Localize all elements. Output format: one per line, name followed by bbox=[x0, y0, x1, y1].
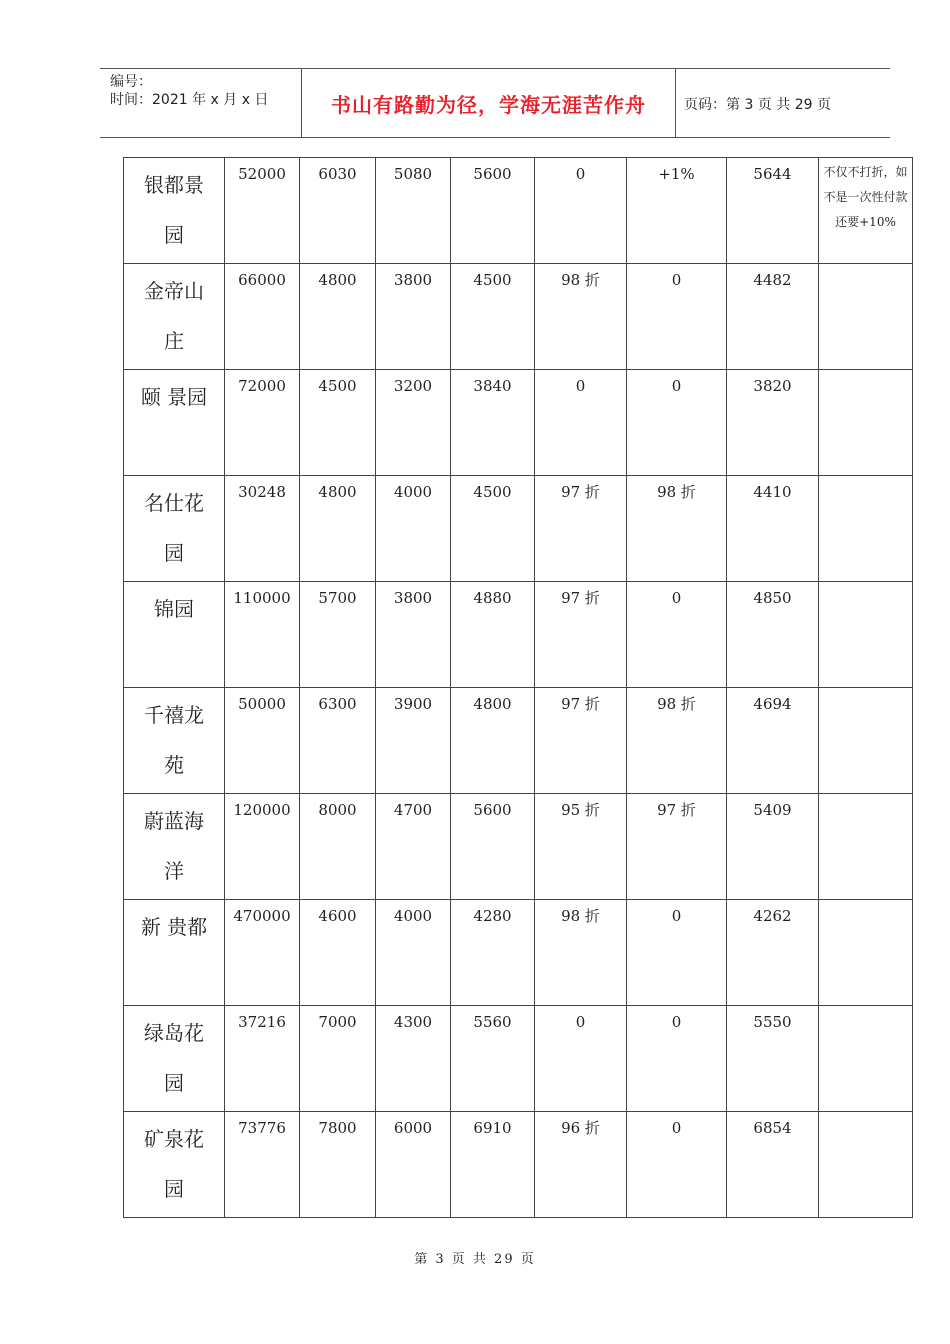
value-cell-c1: 52000 bbox=[225, 158, 300, 264]
table-row bbox=[124, 158, 913, 264]
value-cell-c1: 37216 bbox=[225, 1006, 300, 1112]
value-cell-c6: 97 折 bbox=[627, 794, 727, 900]
value-cell-c5: 97 折 bbox=[535, 688, 627, 794]
value-cell-c4: 4800 bbox=[451, 688, 535, 794]
value-cell-c7: 4410 bbox=[727, 476, 819, 582]
value-cell-c1: 66000 bbox=[225, 264, 300, 370]
value-cell-c5: 95 折 bbox=[535, 794, 627, 900]
value-cell-c3: 6000 bbox=[376, 1112, 451, 1218]
value-cell-c1: 470000 bbox=[225, 900, 300, 1006]
value-cell-c2: 6300 bbox=[300, 688, 376, 794]
value-cell-c3: 4000 bbox=[376, 900, 451, 1006]
note-cell bbox=[819, 1006, 913, 1112]
value-cell-c4: 6910 bbox=[451, 1112, 535, 1218]
value-cell-c7: 4482 bbox=[727, 264, 819, 370]
value-cell-c4: 5560 bbox=[451, 1006, 535, 1112]
table-row bbox=[124, 1006, 913, 1112]
note-cell bbox=[819, 582, 913, 688]
table-row bbox=[124, 264, 913, 370]
header-divider bbox=[675, 69, 676, 137]
value-cell-c1: 120000 bbox=[225, 794, 300, 900]
value-cell-c5: 0 bbox=[535, 158, 627, 264]
value-cell-c1: 72000 bbox=[225, 370, 300, 476]
table-row bbox=[124, 476, 913, 582]
table-row bbox=[124, 688, 913, 794]
property-name-cell bbox=[124, 900, 225, 1006]
note-cell bbox=[819, 370, 913, 476]
property-name-cell bbox=[124, 264, 225, 370]
property-name: 名仕花园 bbox=[144, 491, 204, 565]
property-name: 蔚蓝海洋 bbox=[144, 809, 204, 883]
value-cell-c3: 3900 bbox=[376, 688, 451, 794]
value-cell-c7: 5409 bbox=[727, 794, 819, 900]
note-cell bbox=[819, 900, 913, 1006]
value-cell-c6: 0 bbox=[627, 370, 727, 476]
page-footer: 第 3 页 共 29 页 bbox=[414, 1252, 536, 1267]
value-cell-c7: 3820 bbox=[727, 370, 819, 476]
value-cell-c6: 98 折 bbox=[627, 688, 727, 794]
property-name-cell bbox=[124, 158, 225, 264]
value-cell-c2: 7800 bbox=[300, 1112, 376, 1218]
property-name: 锦园 bbox=[154, 597, 194, 621]
table-row bbox=[124, 370, 913, 476]
value-cell-c7: 6854 bbox=[727, 1112, 819, 1218]
property-name-cell bbox=[124, 476, 225, 582]
value-cell-c6: 0 bbox=[627, 1006, 727, 1112]
value-cell-c3: 3200 bbox=[376, 370, 451, 476]
value-cell-c4: 4280 bbox=[451, 900, 535, 1006]
value-cell-c7: 4850 bbox=[727, 582, 819, 688]
value-cell-c2: 4800 bbox=[300, 476, 376, 582]
value-cell-c6: 0 bbox=[627, 1112, 727, 1218]
value-cell-c3: 5080 bbox=[376, 158, 451, 264]
value-cell-c6: 0 bbox=[627, 264, 727, 370]
document-time-label: 时间：2021 年 x 月 x 日 bbox=[110, 92, 269, 108]
page-header bbox=[100, 68, 890, 138]
note-cell bbox=[819, 794, 913, 900]
property-name-cell bbox=[124, 370, 225, 476]
property-name: 新 贵都 bbox=[140, 915, 208, 939]
value-cell-c5: 96 折 bbox=[535, 1112, 627, 1218]
value-cell-c4: 4500 bbox=[451, 264, 535, 370]
value-cell-c3: 3800 bbox=[376, 264, 451, 370]
value-cell-c5: 98 折 bbox=[535, 264, 627, 370]
value-cell-c6: 0 bbox=[627, 582, 727, 688]
note-cell bbox=[819, 688, 913, 794]
value-cell-c5: 97 折 bbox=[535, 582, 627, 688]
value-cell-c2: 4600 bbox=[300, 900, 376, 1006]
value-cell-c1: 73776 bbox=[225, 1112, 300, 1218]
value-cell-c3: 4700 bbox=[376, 794, 451, 900]
value-cell-c7: 5550 bbox=[727, 1006, 819, 1112]
property-name-cell bbox=[124, 1006, 225, 1112]
header-motto: 书山有路勤为径，学海无涯苦作舟 bbox=[331, 93, 646, 117]
property-name: 千禧龙苑 bbox=[144, 703, 204, 777]
table-row bbox=[124, 582, 913, 688]
value-cell-c3: 4000 bbox=[376, 476, 451, 582]
property-name-cell bbox=[124, 794, 225, 900]
value-cell-c2: 4500 bbox=[300, 370, 376, 476]
table-body bbox=[124, 158, 913, 1218]
value-cell-c4: 3840 bbox=[451, 370, 535, 476]
value-cell-c5: 0 bbox=[535, 370, 627, 476]
value-cell-c2: 7000 bbox=[300, 1006, 376, 1112]
value-cell-c4: 4500 bbox=[451, 476, 535, 582]
value-cell-c1: 110000 bbox=[225, 582, 300, 688]
value-cell-c2: 8000 bbox=[300, 794, 376, 900]
value-cell-c4: 5600 bbox=[451, 158, 535, 264]
property-name-cell bbox=[124, 688, 225, 794]
property-name: 矿泉花园 bbox=[144, 1127, 204, 1201]
note-cell: 不仅不打折，如不是一次性付款还要+10% bbox=[819, 158, 913, 264]
header-page-label: 页码：第 3 页 共 29 页 bbox=[684, 97, 831, 113]
property-name: 绿岛花园 bbox=[144, 1021, 204, 1095]
value-cell-c2: 4800 bbox=[300, 264, 376, 370]
value-cell-c5: 98 折 bbox=[535, 900, 627, 1006]
value-cell-c6: 0 bbox=[627, 900, 727, 1006]
value-cell-c4: 4880 bbox=[451, 582, 535, 688]
note-cell bbox=[819, 264, 913, 370]
value-cell-c1: 30248 bbox=[225, 476, 300, 582]
property-name: 银都景园 bbox=[144, 173, 204, 247]
table-row bbox=[124, 1112, 913, 1218]
note-cell bbox=[819, 476, 913, 582]
value-cell-c6: +1% bbox=[627, 158, 727, 264]
property-name-cell bbox=[124, 582, 225, 688]
note-cell bbox=[819, 1112, 913, 1218]
property-price-table bbox=[123, 157, 913, 1218]
property-name-cell bbox=[124, 1112, 225, 1218]
value-cell-c7: 4694 bbox=[727, 688, 819, 794]
value-cell-c7: 5644 bbox=[727, 158, 819, 264]
value-cell-c6: 98 折 bbox=[627, 476, 727, 582]
value-cell-c3: 4300 bbox=[376, 1006, 451, 1112]
table-row bbox=[124, 900, 913, 1006]
value-cell-c7: 4262 bbox=[727, 900, 819, 1006]
property-name: 金帝山庄 bbox=[144, 279, 204, 353]
value-cell-c5: 97 折 bbox=[535, 476, 627, 582]
value-cell-c3: 3800 bbox=[376, 582, 451, 688]
table-row bbox=[124, 794, 913, 900]
value-cell-c1: 50000 bbox=[225, 688, 300, 794]
document-code-label: 编号： bbox=[110, 74, 152, 90]
property-name: 颐 景园 bbox=[140, 385, 208, 409]
value-cell-c2: 5700 bbox=[300, 582, 376, 688]
value-cell-c5: 0 bbox=[535, 1006, 627, 1112]
value-cell-c2: 6030 bbox=[300, 158, 376, 264]
value-cell-c4: 5600 bbox=[451, 794, 535, 900]
